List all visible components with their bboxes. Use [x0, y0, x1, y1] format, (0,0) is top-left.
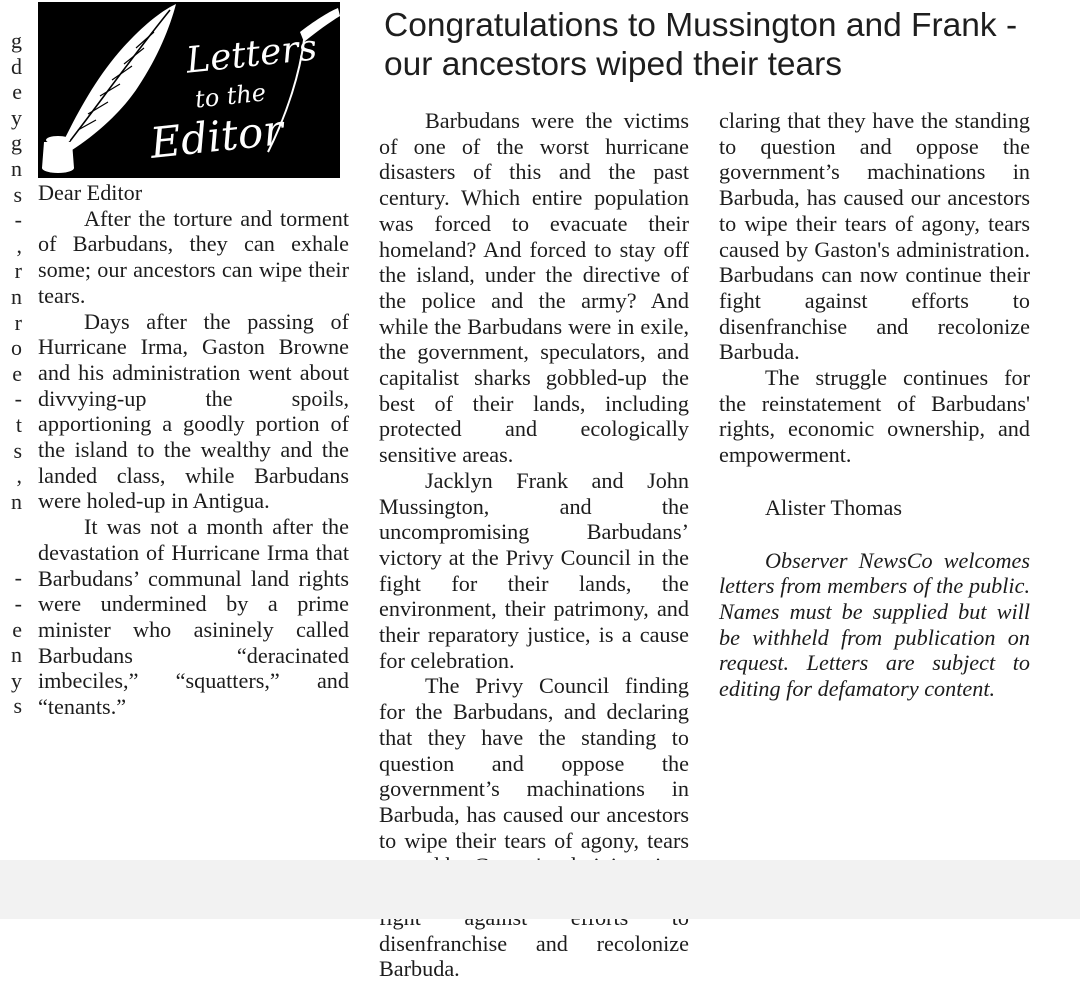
column-fragment: g	[11, 130, 22, 156]
letter-column-1	[38, 180, 349, 720]
column-fragment: -	[14, 207, 22, 233]
column-fragment: g	[11, 28, 22, 53]
letter-column-3	[719, 108, 1030, 702]
column-fragment: d	[11, 53, 22, 79]
paragraph: It was not a month after the devastation of Hurricane Irma that Barbudans’ communal land rights were undermined by a prime minister who asininely called Barbudans “deracinated imbeciles,” “squatters,” and “tenants.”	[38, 514, 349, 720]
salutation: Dear Editor	[38, 180, 143, 205]
signature: Alister Thomas	[765, 494, 903, 520]
column-fragment: n	[11, 283, 22, 309]
column-fragment: n	[11, 155, 22, 181]
column-fragment: ,	[16, 232, 22, 258]
paragraph: The struggle continues for the reinstatement of Barbudans' rights, economic ownership, and empowerment.	[719, 365, 1030, 468]
column-fragment: n	[11, 488, 22, 514]
column-fragment	[0, 540, 22, 566]
letter-column-2	[379, 108, 689, 982]
banner-title-letters: Letters	[184, 27, 319, 82]
banner-title-to-the: to the	[193, 78, 268, 114]
article-headline: Congratulations to Mussington and Frank - our ancestors wiped their tears	[384, 7, 1018, 83]
column-fragment: o	[11, 335, 22, 361]
previous-column-fragments	[0, 28, 22, 719]
column-fragment: -	[14, 565, 22, 591]
column-fragment: t	[15, 411, 22, 437]
column-fragment: s	[13, 181, 22, 207]
paragraph: Barbudans were the victims of one of the worst hurricane disasters of this and the past century. Which entire population was forced to evacuate their homeland? And forced to stay off the island, under the directive of the police and the army? And while the Barbudans were in exile, the government, speculators, and capitalist sharks gobbled-up the best of their lands, including protected and ecologically sensitive areas.	[379, 108, 689, 468]
column-fragment: s	[13, 693, 22, 719]
paragraph-continued: The Privy Council finding for the Barbudans, and declaring that they have the standing to question and oppose the government’s machinations in Barbuda, has caused our ancestors to wipe their tears of agony, tears disenfranchise and recolonize Barbuda.	[379, 673, 689, 982]
banner-title-editor: Editor	[147, 105, 286, 168]
paragraph: Days after the passing of Hurricane Irma, Gaston Browne and his administration went about divvying-up the spoils, apportioning a goodly portion of the island to the wealthy and the landed class, while Barbudans were holed-up in Antigua.	[38, 308, 349, 514]
column-fragment: r	[14, 309, 22, 335]
paragraph: Jacklyn Frank and John Mussington, and the uncompromising Barbudans’ victory at the Privy Council in the fight for their lands, the environment, their patrimony, and their reparatory justice, is a cause for celebration.	[379, 467, 689, 673]
footer-band	[0, 860, 1080, 919]
column-fragment: s	[13, 437, 22, 463]
column-fragment: e	[12, 360, 22, 386]
editorial-disclaimer: Observer NewsCo welcomes letters from members of the public. Names must be supplied but will be withheld from publication on request. Letters are subject to editing for defamatory content.	[719, 547, 1030, 702]
column-fragment: r	[14, 258, 22, 284]
column-fragment: e	[12, 616, 22, 642]
column-fragment: -	[14, 591, 22, 617]
column-fragment: n	[11, 642, 22, 668]
letters-to-editor-banner	[38, 2, 340, 178]
column-fragment: y	[11, 104, 22, 130]
paragraph: After the torture and torment of Barbudans, they can exhale some; our ancestors can wipe their tears.	[38, 205, 349, 308]
column-fragment: y	[11, 667, 22, 693]
column-fragment: e	[12, 79, 22, 105]
column-fragment: ,	[16, 463, 22, 489]
column-fragment: -	[14, 386, 22, 412]
column-fragment	[0, 514, 22, 540]
paragraph-continuation: claring that they have the standing to question and oppose the government’s machinations in Barbuda, has caused our ancestors to wipe their tears of agony, tears caused by Gaston's administration. Barbudans can now continue their fight against efforts to disenfranchise and recolonize Barbuda.	[719, 108, 1030, 365]
